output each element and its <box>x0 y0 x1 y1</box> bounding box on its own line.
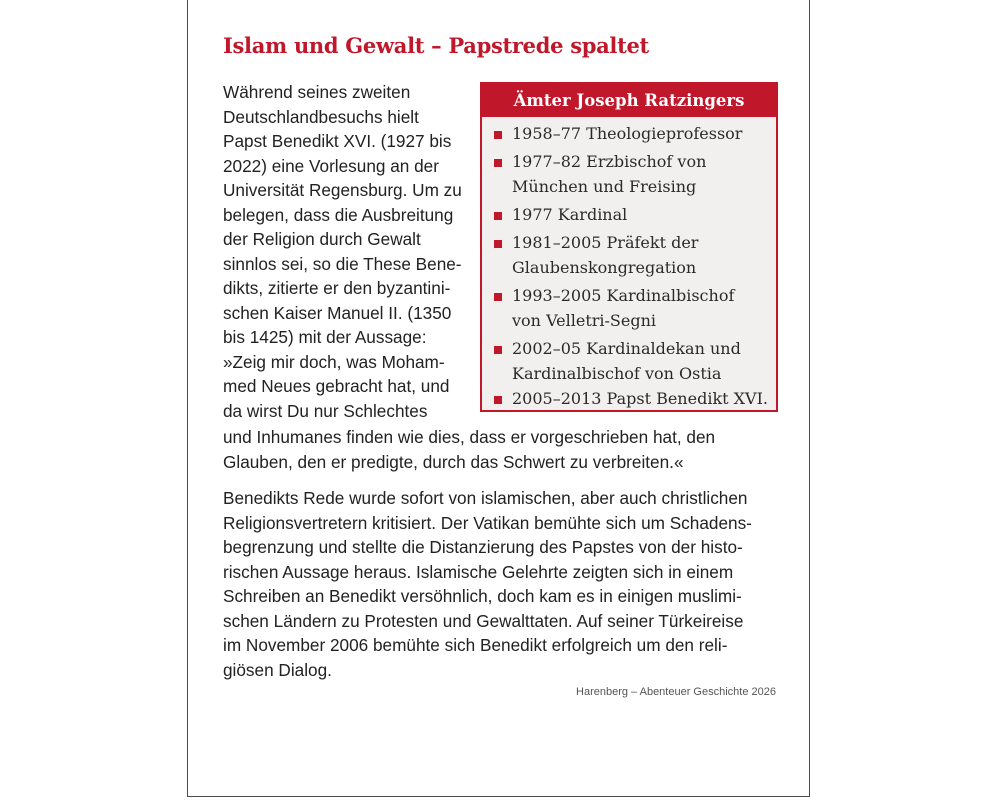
text-line: sinnlos sei, so die These Bene- <box>223 253 462 274</box>
text-line: schen Ländern zu Protesten und Gewalttaten. Auf seiner Türkeireise <box>223 610 744 631</box>
article-paragraph-2 <box>223 486 783 682</box>
career-item-text: Kardinalbischof von Ostia <box>512 363 722 383</box>
square-bullet-icon <box>494 293 502 301</box>
career-sidebar-box <box>480 82 778 412</box>
text-line: Papst Benedikt XVI. (1927 bis <box>223 131 452 151</box>
square-bullet-icon <box>494 131 502 139</box>
square-bullet-icon <box>494 240 502 248</box>
square-bullet-icon <box>494 159 502 167</box>
career-item-text: 1958–77 Theologieprofessor <box>512 124 743 143</box>
text-line: der Religion durch Gewalt <box>223 229 421 249</box>
career-item-text: 2005–2013 Papst Benedikt XVI. <box>512 389 768 408</box>
text-line: begrenzung und stellte die Distanzierung des Papstes von der histo- <box>223 537 743 557</box>
calendar-page <box>187 0 810 797</box>
career-item-text: von Velletri-Segni <box>512 310 657 330</box>
career-item-text: 1977–82 Erzbischof von <box>512 152 707 171</box>
text-line: rischen Aussage heraus. Islamische Gelehrte zeigten sich in einem <box>223 561 734 582</box>
text-line: im November 2006 bemühte sich Benedikt erfolgreich um den reli- <box>223 635 728 655</box>
career-item <box>512 284 774 333</box>
career-item-text: Glaubenskongregation <box>512 257 697 277</box>
text-line: med Neues gebracht hat, und <box>223 376 450 396</box>
career-item-text: 1981–2005 Präfekt der <box>512 233 699 252</box>
career-item-text: 1993–2005 Kardinalbischof <box>512 286 735 305</box>
square-bullet-icon <box>494 346 502 354</box>
text-line: dikts, zitierte er den byzantini- <box>223 278 451 298</box>
career-item <box>512 203 774 228</box>
text-line: Schreiben an Benedikt versöhnlich, doch kam es in einigen muslimi- <box>223 586 742 606</box>
text-line: da wirst Du nur Schlechtes <box>223 400 428 421</box>
square-bullet-icon <box>494 212 502 220</box>
page-title: Islam und Gewalt – Papstrede spaltet <box>223 33 649 58</box>
sidebar-title: Ämter Joseph Ratzingers <box>482 84 776 117</box>
text-line: »Zeig mir doch, was Moham- <box>223 351 445 372</box>
text-line: bis 1425) mit der Aussage: <box>223 327 427 347</box>
career-item-text: 2002–05 Kardinaldekan und <box>512 339 741 358</box>
article-paragraph-1-narrow <box>223 80 463 423</box>
career-item <box>512 231 774 280</box>
career-item <box>512 122 774 147</box>
career-item <box>512 150 774 199</box>
career-item-text: München und Freising <box>512 176 697 196</box>
text-line: belegen, dass die Ausbreitung <box>223 204 454 225</box>
text-line: Universität Regensburg. Um zu <box>223 180 462 200</box>
text-line: schen Kaiser Manuel II. (1350 <box>223 302 452 323</box>
text-line: Während seines zweiten <box>223 82 411 102</box>
square-bullet-icon <box>494 396 502 404</box>
career-item-text: 1977 Kardinal <box>512 205 628 224</box>
text-line: und Inhumanes finden wie dies, dass er vorgeschrieben hat, den <box>223 427 716 447</box>
text-line: Glauben, den er predigte, durch das Schwert zu verbreiten.« <box>223 451 684 472</box>
career-item <box>512 387 774 412</box>
text-line: Benedikts Rede wurde sofort von islamischen, aber auch christlichen <box>223 488 748 508</box>
article-paragraph-1-continued <box>223 425 783 474</box>
text-line: Religionsvertretern kritisiert. Der Vatikan bemühte sich um Schadens- <box>223 512 752 533</box>
text-line: Deutschlandbesuchs hielt <box>223 106 419 127</box>
footer-credit: Harenberg – Abenteuer Geschichte 2026 <box>576 686 776 698</box>
text-line: giösen Dialog. <box>223 659 332 680</box>
text-line: 2022) eine Vorlesung an der <box>223 155 439 176</box>
career-item <box>512 337 774 386</box>
